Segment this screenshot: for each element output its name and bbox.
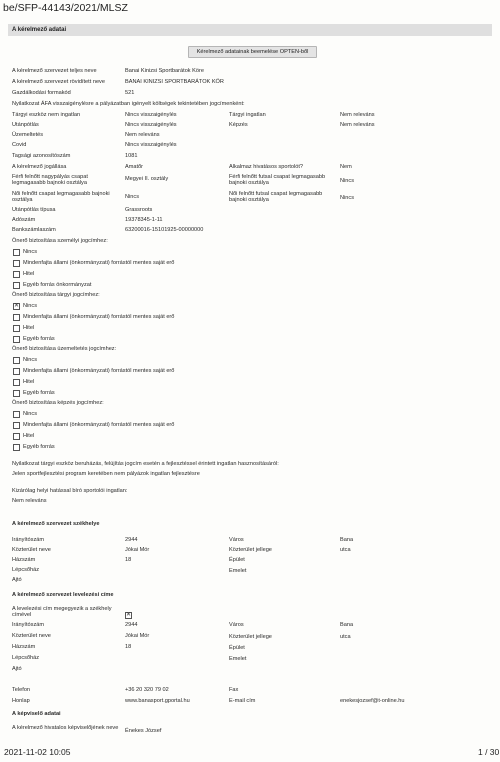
document-id: be/SFP-44143/2021/MLSZ	[3, 2, 128, 14]
onero-kepzes-title: Önerő biztosítása képzés jogcímhez:	[12, 400, 104, 406]
form-code-value: 521	[125, 90, 135, 96]
onero-uzemeltetes-title: Önerő biztosítása üzemeltetés jogcímhez:	[12, 346, 117, 352]
seat-house-value: 18	[125, 557, 132, 563]
targyi-ingatlan-value: Nem releváns	[340, 112, 375, 118]
utanpotlas-label: Utánpótlás	[12, 122, 39, 128]
mail-floor-label: Emelet	[229, 656, 247, 662]
targyi-value: Nincs visszaigénylés	[125, 112, 177, 118]
targyi-ingatlan-label: Tárgyi ingatlan	[229, 112, 266, 118]
seat-city-value: Bana	[340, 537, 354, 543]
onero-uzemeltetes-nincs-checkbox[interactable]	[13, 357, 20, 364]
full-name-label: A kérelmező szervezet teljes neve	[12, 68, 97, 74]
checkbox-label: Hitel	[23, 379, 35, 385]
onero-uzemeltetes-hitel-checkbox[interactable]	[13, 379, 20, 386]
seat-building-label: Épület	[229, 557, 245, 563]
import-opten-button[interactable]: Kérelmező adatainak beemelése OPTEN-ből	[188, 46, 317, 58]
seat-stair-label: Lépcsőház	[12, 567, 40, 573]
full-name-value: Banai Kinizsi Sportbarátok Köre	[125, 68, 204, 74]
onero-kepzes-hitel-checkbox[interactable]	[13, 433, 20, 440]
section-title: A kérelmező adatai	[12, 27, 67, 33]
onero-targyi-hitel-checkbox[interactable]	[13, 325, 20, 332]
seat-floor-label: Emelet	[229, 568, 247, 574]
rep-name-value: Énekes József	[125, 728, 162, 734]
onero-kepzes-egyeb-checkbox[interactable]	[13, 444, 20, 451]
checkbox-label: Hitel	[23, 271, 35, 277]
onero-targyi-egyeb-checkbox[interactable]	[13, 336, 20, 343]
section-header-applicant	[8, 24, 492, 36]
mail-zip-value: 2944	[125, 622, 138, 628]
local-impact-title: Kizárólag helyi hatással bíró sportolói ingatlan:	[12, 488, 128, 494]
vat-note: Nyilatkozat ÁFA visszaigénylésre a pályázatban igényelt költségek tekintetében jogcímenként:	[12, 101, 245, 107]
rep-name-label: A kérelmező hivatalos képviselőjének neve	[12, 725, 119, 731]
onero-targyi-title: Önerő biztosítása tárgyi jogcímhez:	[12, 292, 100, 298]
uzemeltetes-label: Üzemeltetés	[12, 132, 44, 138]
declaration-title: Nyilatkozat tárgyi eszköz beruházás, felújítás jogcím esetén a fejlesztéssel érintett ingatlan hasznosításáról:	[12, 461, 279, 467]
checkbox-label: Egyéb forrás	[23, 444, 55, 450]
website-value: www.banasport.gportal.hu	[125, 698, 190, 704]
tagsagi-label: Tagsági azonosítószám	[12, 153, 71, 159]
seat-house-label: Házszám	[12, 557, 36, 563]
ferfi-nagy-label: Férfi felnőtt nagypályás csapat legmagasabb bajnoki osztálya	[12, 174, 88, 187]
website-label: Honlap	[12, 698, 30, 704]
mail-section-title: A kérelmező szervezet levelezési címe	[12, 592, 114, 598]
mail-city-label: Város	[229, 622, 244, 628]
checkbox-label: Egyéb forrás	[23, 336, 55, 342]
checkbox-label: Hitel	[23, 325, 35, 331]
onero-kepzes-sajat-checkbox[interactable]	[13, 422, 20, 429]
onero-personal-hitel-checkbox[interactable]	[13, 271, 20, 278]
print-datetime: 2021-11-02 10:05	[4, 747, 71, 757]
noi-nagy-label: Női felnőtt csapat legmagasabb bajnoki osztálya	[12, 191, 110, 204]
local-impact-value: Nem releváns	[12, 498, 47, 504]
mail-street-type-value: utca	[340, 634, 351, 640]
mail-street-label: Közterület neve	[12, 633, 51, 639]
noi-futsal-value: Nincs	[340, 195, 354, 201]
onero-kepzes-nincs-checkbox[interactable]	[13, 411, 20, 418]
seat-street-type-value: utca	[340, 547, 351, 553]
seat-zip-label: Irányítószám	[12, 537, 45, 543]
utanpotlas-tipus-label: Utánpótlás típusa	[12, 207, 56, 213]
onero-personal-egyeb-checkbox[interactable]	[13, 282, 20, 289]
covid-value: Nincs visszaigénylés	[125, 142, 177, 148]
targyi-label: Tárgyi eszköz nem ingatlan	[12, 112, 81, 118]
jogallas-value: Amatőr	[125, 164, 144, 170]
onero-uzemeltetes-egyeb-checkbox[interactable]	[13, 390, 20, 397]
onero-personal-nincs-checkbox[interactable]	[13, 249, 20, 256]
seat-city-label: Város	[229, 537, 244, 543]
mail-same-checkbox[interactable]: ✕	[126, 612, 132, 618]
mail-building-label: Épület	[229, 645, 245, 651]
mail-house-label: Házszám	[12, 644, 36, 650]
checkbox-label: Nincs	[23, 357, 37, 363]
hivatasos-label: Alkalmaz hivatásos sportolót?	[229, 164, 303, 170]
mail-door-label: Ajtó	[12, 666, 22, 672]
mail-same-label: A levelezési cím megegyezik a székhely címével	[12, 606, 112, 619]
checkbox-label: Mindenfajta állami (önkormányzati) forrástól mentes saját erő	[23, 260, 175, 266]
email-label: E-mail cím	[229, 698, 256, 704]
noi-nagy-value: Nincs	[125, 194, 139, 200]
checkbox-label: Nincs	[23, 411, 37, 417]
seat-street-label: Közterület neve	[12, 547, 51, 553]
mail-house-value: 18	[125, 644, 132, 650]
seat-section-title: A kérelmező szervezet székhelye	[12, 521, 100, 527]
seat-street-value: Jókai Mór	[125, 547, 150, 553]
mail-zip-label: Irányítószám	[12, 622, 45, 628]
checkbox-label: Egyéb forrás önkormányzat	[23, 282, 92, 288]
ferfi-futsal-value: Nincs	[340, 178, 354, 184]
noi-futsal-label: Női felnőtt futsal csapat legmagasabb bajnoki osztálya	[229, 191, 323, 204]
uzemeltetes-value: Nem releváns	[125, 132, 160, 138]
mail-stair-label: Lépcsőház	[12, 655, 40, 661]
checkbox-label: Mindenfajta állami (önkormányzati) forrástól mentes saját erő	[23, 368, 175, 374]
utanpotlas-tipus-value: Grassroots	[125, 207, 153, 213]
mail-street-value: Jókai Mór	[125, 633, 150, 639]
onero-personal-title: Önerő biztosítása személyi jogcímhez:	[12, 238, 108, 244]
hivatasos-value: Nem	[340, 164, 352, 170]
checkbox-label: Egyéb forrás	[23, 390, 55, 396]
onero-uzemeltetes-sajat-checkbox[interactable]	[13, 368, 20, 375]
phone-label: Telefon	[12, 687, 31, 693]
checkbox-label: Nincs	[23, 303, 37, 309]
utanpotlas-value: Nincs visszaigénylés	[125, 122, 177, 128]
fax-label: Fax	[229, 687, 239, 693]
bankszamla-label: Bankszámlaszám	[12, 227, 56, 233]
email-value: enekesjozsef@t-online.hu	[340, 698, 405, 704]
short-name-label: A kérelmező szervezet rövidített neve	[12, 79, 105, 85]
page-number: 1 / 30	[478, 747, 500, 757]
mail-street-type-label: Közterület jellege	[229, 634, 272, 640]
onero-personal-sajat-checkbox[interactable]	[13, 260, 20, 267]
phone-value: +36 20 320 79 02	[125, 687, 169, 693]
ferfi-nagy-value: Megyei II. osztály	[125, 176, 169, 182]
short-name-value: BANAI KINIZSI SPORTBARÁTOK KÖR	[125, 79, 224, 85]
covid-label: Covid	[12, 142, 27, 148]
adoszam-label: Adószám	[12, 217, 36, 223]
tagsagi-value: 1081	[125, 153, 138, 159]
kepzes-label: Képzés	[229, 122, 248, 128]
checkbox-label: Mindenfajta állami (önkormányzati) forrástól mentes saját erő	[23, 422, 175, 428]
mail-city-value: Bana	[340, 622, 354, 628]
checkbox-label: Hitel	[23, 433, 35, 439]
kepzes-value: Nem releváns	[340, 122, 375, 128]
adoszam-value: 19378345-1-11	[125, 217, 163, 223]
checkbox-label: Nincs	[23, 249, 37, 255]
jogallas-label: A kérelmező jogállása	[12, 164, 67, 170]
seat-zip-value: 2944	[125, 537, 138, 543]
declaration-value: Jelen sportfejlesztési program keretében nem pályázok ingatlan fejlesztésre	[12, 471, 200, 477]
ferfi-futsal-label: Férfi felnőtt futsal csapat legmagasabb bajnoki osztálya	[229, 174, 326, 187]
onero-targyi-nincs-checkbox[interactable]: ✕	[14, 303, 20, 309]
onero-targyi-sajat-checkbox[interactable]	[13, 314, 20, 321]
seat-door-label: Ajtó	[12, 577, 22, 583]
rep-section-title: A képviselő adatai	[12, 711, 61, 717]
form-code-label: Gazdálkodási formakód	[12, 90, 71, 96]
seat-street-type-label: Közterület jellege	[229, 547, 272, 553]
bankszamla-value: 63200016-15101925-00000000	[125, 227, 204, 233]
checkbox-label: Mindenfajta állami (önkormányzati) forrástól mentes saját erő	[23, 314, 175, 320]
